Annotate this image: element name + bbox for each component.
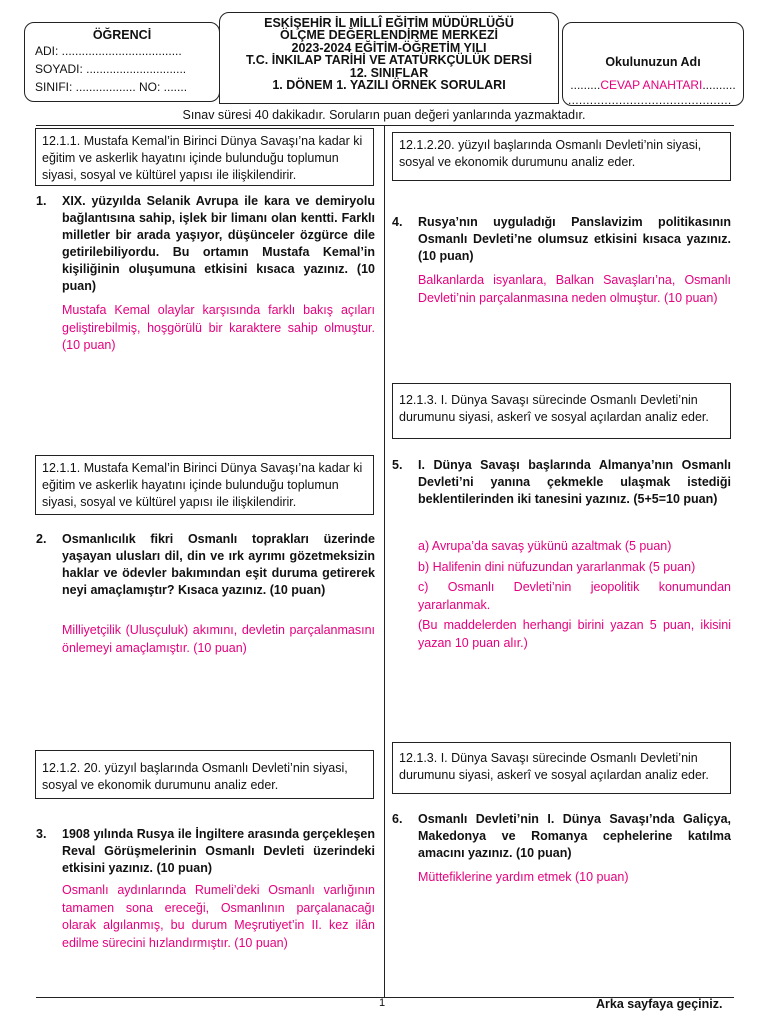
question-number: 4. — [392, 215, 403, 229]
answer-option-a: a) Avrupa’da savaş yükünü azaltmak (5 puan) — [418, 539, 672, 553]
answer-1: Mustafa Kemal olaylar karşısında farklı bakış açıları geliştirebilmiş, hoşgörülü bir karaktere sahip olmuştur. (10 puan) — [62, 303, 375, 352]
school-name-field[interactable]: ............................................. — [568, 93, 732, 107]
school-name-box — [562, 22, 744, 106]
question-number: 3. — [36, 827, 47, 841]
answer-key-label: .........CEVAP ANAHTARI.......... — [570, 78, 736, 92]
question-text: 1908 yılında Rusya ile İngiltere arasında gerçekleşen Reval Görüşmelerinin Osmanlı Devleti üzerindeki etkisini yazınız. (10 puan) — [62, 827, 375, 875]
title-line-1: ESKİŞEHİR İL MİLLÎ EĞİTİM MÜDÜRLÜĞÜ — [264, 16, 514, 30]
page-number: 1 — [379, 997, 386, 1009]
objective-box: 12.1.2. 20. yüzyıl başlarında Osmanlı Devleti’nin siyasi, sosyal ve ekonomik durumunu analiz eder. — [35, 750, 374, 799]
header-divider — [36, 125, 734, 126]
answer-5 — [418, 538, 731, 655]
column-divider — [384, 125, 385, 997]
title-line-5: 12. SINIFLAR — [349, 65, 429, 80]
question-number: 1. — [36, 194, 47, 208]
question-text: XIX. yüzyılda Selanik Avrupa ile kara ve demiryolu bağlantısına sahip, işlek bir limanı olan kentti. Farklı milletler bir arada yaşıyor, düşünceler özgürce dile getirilebiliyordu. Bu ortamın Mustafa Kemal’in kişiliğinin oluşumuna etkisini kısaca yazınız. (10 puan) — [62, 194, 375, 293]
question-number: 2. — [36, 532, 47, 546]
student-info-box — [24, 22, 220, 102]
objective-box: 12.1.1. Mustafa Kemal’in Birinci Dünya Savaşı’na kadar ki eğitim ve askerlik hayatını içinde bulunduğu toplumun siyasi, sosyal ve kültürel yapısı ile ilişkilendirir. — [35, 128, 374, 186]
question-3 — [36, 826, 375, 877]
question-number: 6. — [392, 812, 403, 826]
student-class-field[interactable]: SINIFI: .................. NO: ....... — [35, 80, 188, 94]
answer-option-b: b) Halifenin dini nüfuzundan yararlanmak (5 puan) — [418, 559, 696, 574]
answer-note: (Bu maddelerden herhangi birini yazan 5 puan, ikisini yazan 10 puan alır.) — [418, 618, 731, 650]
question-text: Rusya’nın uyguladığı Panslavizim politikasının Osmanlı Devleti’ne olumsuz etkisini kısaca yazınız. (10 puan) — [418, 215, 731, 263]
question-text: Osmanlıcılık fikri Osmanlı toprakları üzerinde yaşayan ulusları dil, din ve ırk ayrımı gözetmeksizin haklar ve ödevler bakımından eşit duruma getirerek neyi amaçlamıştır? Kısaca yazınız. (10 puan) — [62, 532, 375, 597]
school-box-title: Okulunuzun Adı — [605, 55, 701, 69]
objective-box: 12.1.3. I. Dünya Savaşı sürecinde Osmanlı Devleti’nin durumunu siyasi, askerî ve sosyal açılardan analiz eder. — [392, 383, 731, 439]
objective-box: 12.1.3. I. Dünya Savaşı sürecinde Osmanlı Devleti’nin durumunu siyasi, askerî ve sosyal açılardan analiz eder. — [392, 742, 731, 794]
question-4 — [392, 214, 731, 265]
next-page-note: Arka sayfaya geçiniz. — [596, 997, 723, 1011]
title-line-4: T.C. İNKILAP TARİHİ VE ATATÜRKÇÜLÜK DERSİ — [246, 53, 532, 68]
student-box-title: ÖĞRENCİ — [92, 28, 152, 42]
title-line-6: 1. DÖNEM 1. YAZILI ÖRNEK SORULARI — [272, 78, 506, 93]
question-1 — [36, 193, 375, 295]
question-6 — [392, 811, 731, 862]
student-name-field[interactable]: ADI: .................................... — [35, 44, 182, 58]
exam-title-box — [219, 12, 559, 104]
student-surname-field[interactable]: SOYADI: .............................. — [35, 62, 187, 76]
title-line-3: 2023-2024 EĞİTİM-ÖĞRETİM YILI — [291, 40, 487, 55]
question-number: 5. — [392, 458, 403, 472]
answer-3: Osmanlı aydınlarında Rumeli’deki Osmanlı varlığının tamamen sona ereceği, Osmanlının parçalanacağı olarak algılanmış, bu durum Meşrutiyet’in II. kez ilân edilme sürecini hızlandırmıştır. (10 puan) — [62, 883, 375, 950]
objective-box: 12.1.2.20. yüzyıl başlarında Osmanlı Devleti’nin siyasi, sosyal ve ekonomik durumunu analiz eder. — [392, 132, 731, 181]
question-text: Osmanlı Devleti’nin I. Dünya Savaşı’nda Galiçya, Makedonya ve Romanya cephelerine katılma amacını yazınız. (10 puan) — [418, 812, 731, 860]
exam-info-text: Sınav süresi 40 dakikadır. Soruların puan değeri yanlarında yazmaktadır. — [182, 108, 586, 122]
question-5 — [392, 457, 731, 508]
objective-box: 12.1.1. Mustafa Kemal’in Birinci Dünya Savaşı’na kadar ki eğitim ve askerlik hayatını içinde bulunduğu toplumun siyasi, sosyal ve kültürel yapısı ile ilişkilendirir. — [35, 455, 374, 515]
question-text: I. Dünya Savaşı başlarında Almanya’nın Osmanlı Devleti’ni yanına çekmekle ulaşmak istediği beklentilerinden iki tanesini yazınız. (5+5=10 puan) — [418, 458, 731, 506]
title-line-2: ÖLÇME DEĞERLENDİRME MERKEZİ — [279, 28, 499, 43]
answer-2: Milliyetçilik (Ulusçuluk) akımını, devletin parçalanmasını önlemeyi amaçlamıştır. (10 puan) — [62, 623, 375, 655]
answer-4: Balkanlarda isyanlara, Balkan Savaşları’na, Osmanlı Devleti’nin parçalanmasına neden olmuştur. (10 puan) — [418, 273, 731, 305]
answer-option-c: c) Osmanlı Devleti’nin jeopolitik konumundan yararlanmak. — [418, 580, 731, 612]
answer-6: Müttefiklerine yardım etmek (10 puan) — [418, 870, 629, 884]
question-2 — [36, 531, 375, 599]
